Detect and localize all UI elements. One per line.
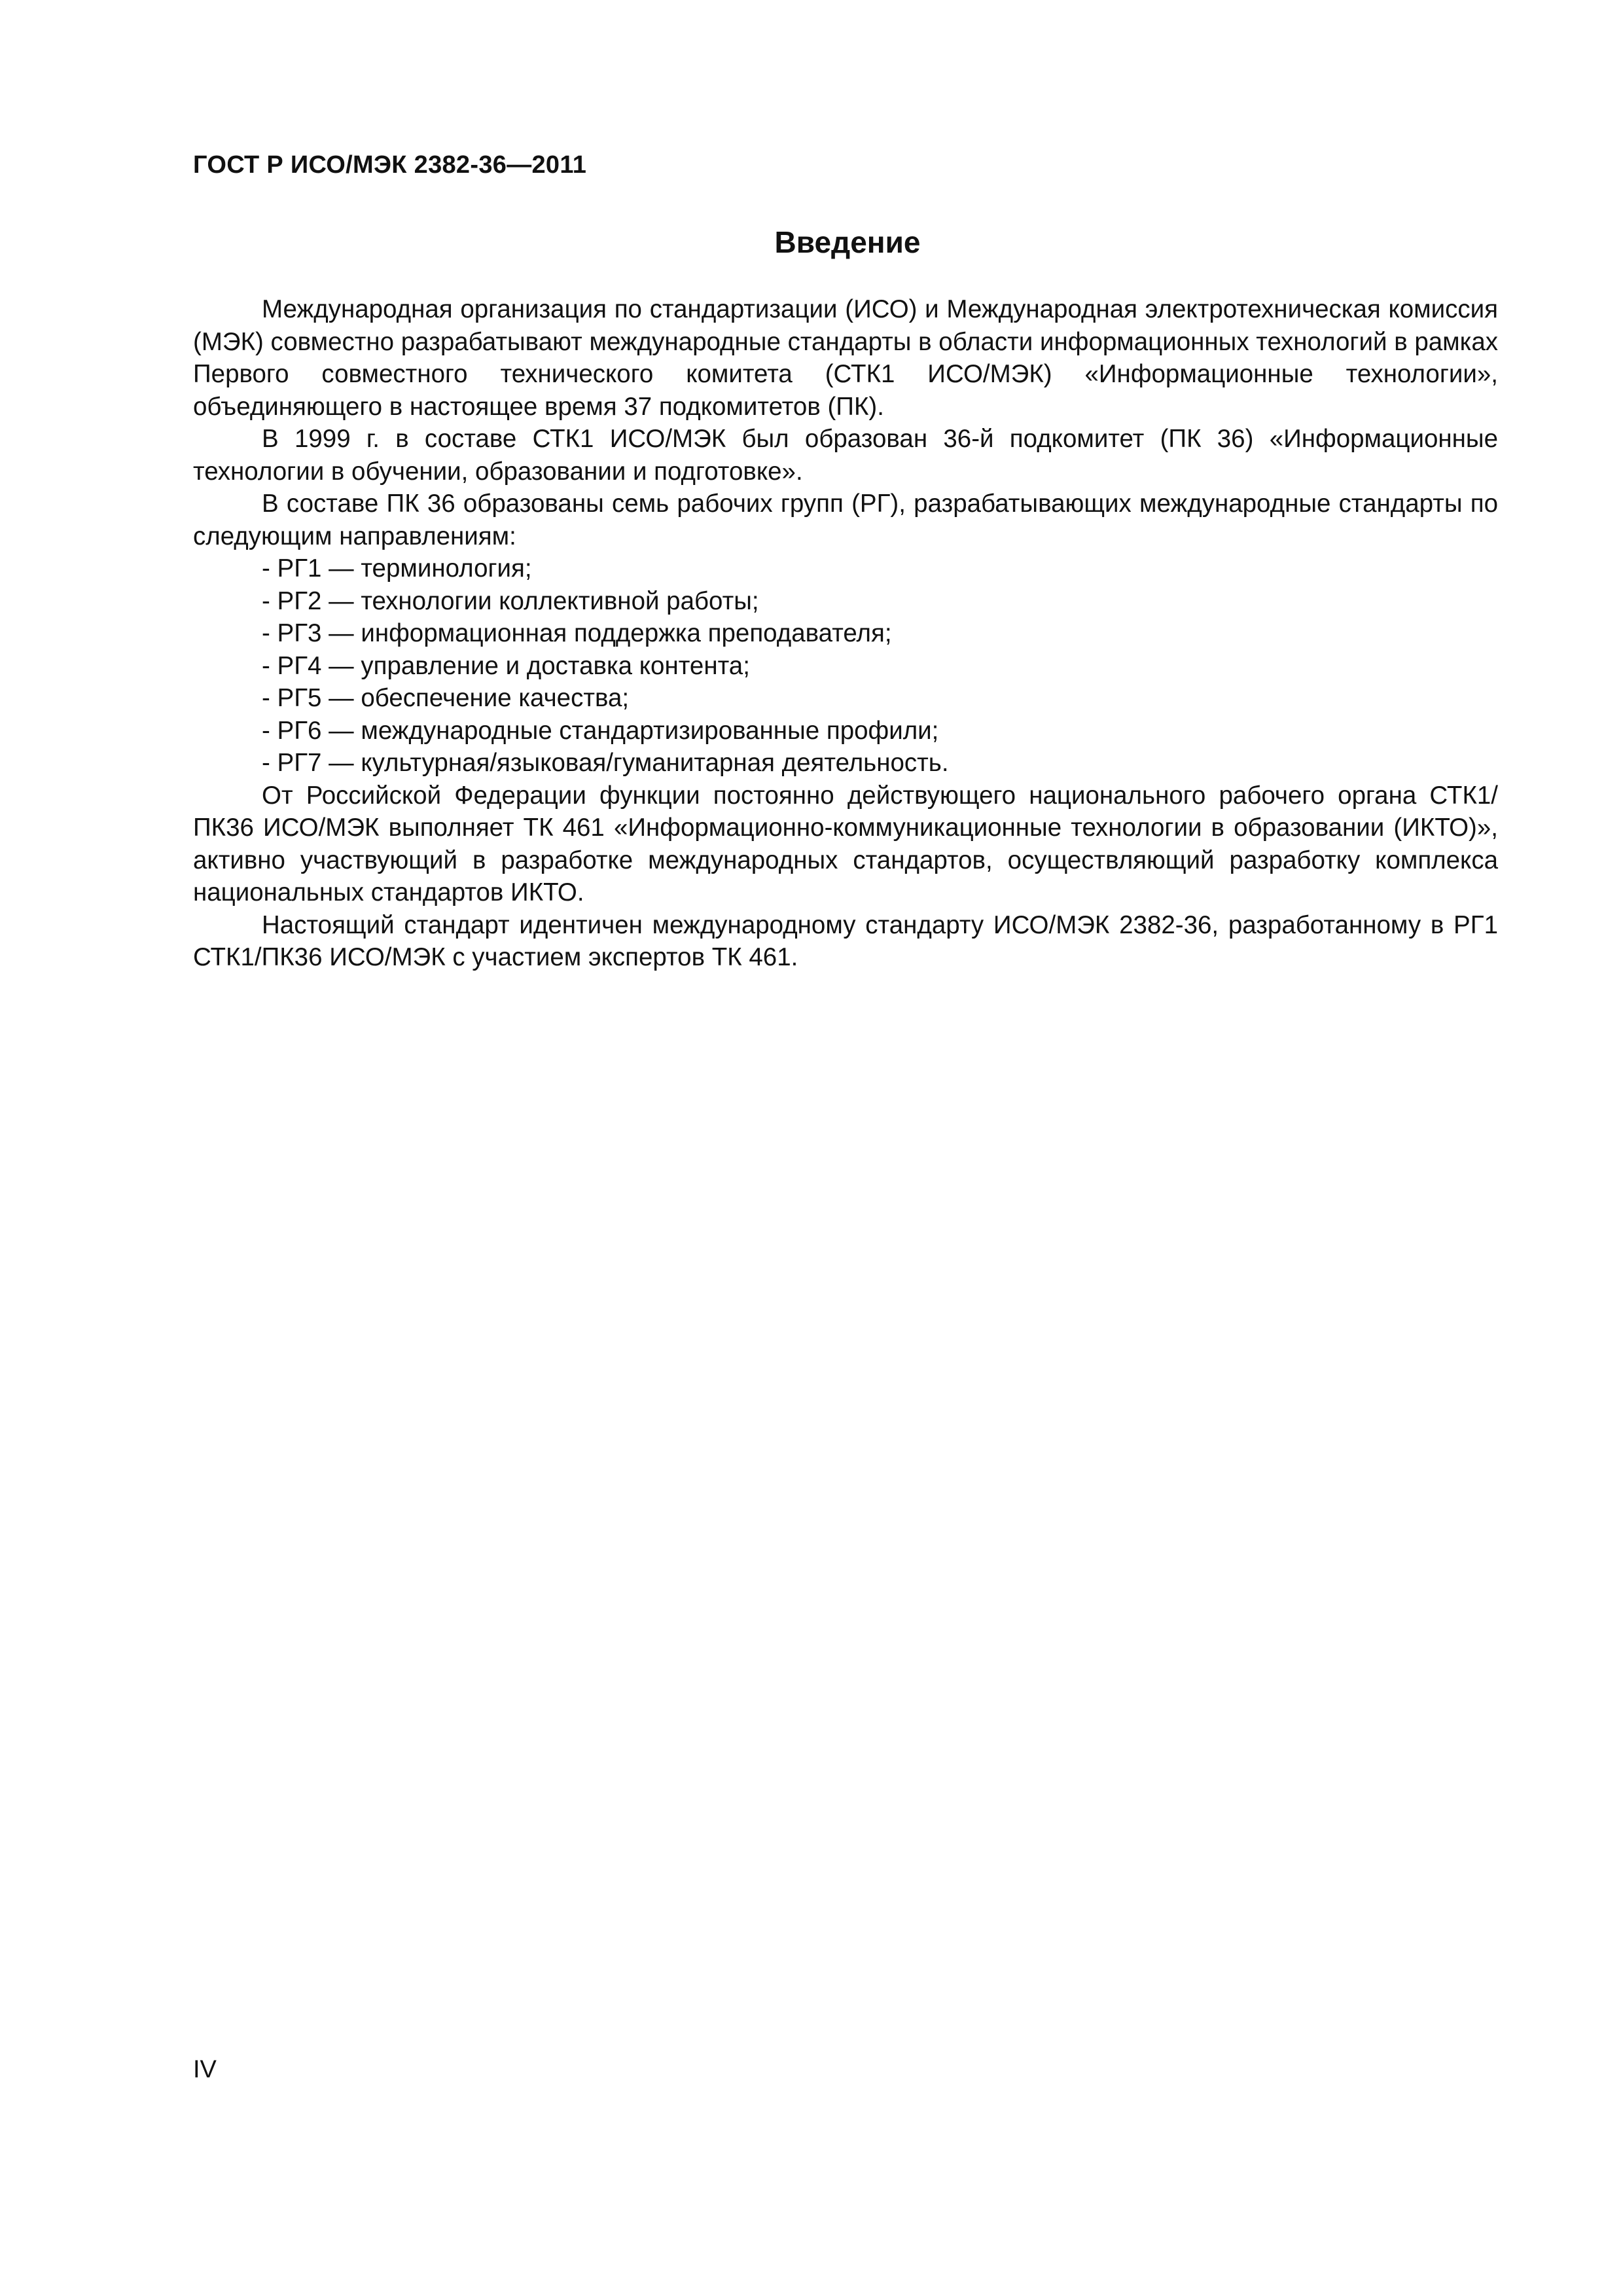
- list-item: - РГ3 — информационная поддержка преподавателя;: [262, 619, 892, 647]
- paragraph-russian-federation-tk461: От Российской Федерации функции постоянно действующего национального рабочего органа СТК1/ПК36 ИСО/МЭК выполняет ТК 461 «Информационно-коммуникационные технологии в образовании (ИКТО)», активно участвующий в разработке международных стандартов, осуществляющий разработку комплекса национальных стандартов ИКТО.: [193, 781, 1498, 906]
- list-item: - РГ4 — управление и доставка контента;: [262, 651, 750, 680]
- list-item: - РГ1 — терминология;: [262, 554, 532, 583]
- paragraph-standard-identity: Настоящий стандарт идентичен международному стандарту ИСО/МЭК 2382-36, разработанному в РГ1 СТК1/ПК36 ИСО/МЭК с участием экспертов ТК 461.: [193, 910, 1498, 971]
- introduction-body: [193, 293, 1498, 974]
- paragraph-iso-iec-intro: Международная организация по стандартизации (ИСО) и Международная электротехническая комиссия (МЭК) совместно разрабатывают международные стандарты в области информационных технологий в рамках Первого совместного технического комитета (СТК1 ИСО/МЭК) «Информационные технологии», объединяющего в настоящее время 37 подкомитетов (ПК).: [193, 295, 1498, 421]
- working-groups-list: [193, 552, 1498, 780]
- paragraph-working-groups-intro: В составе ПК 36 образованы семь рабочих групп (РГ), разрабатывающих международные стандарты по следующим направлениям:: [193, 490, 1498, 550]
- list-item: - РГ2 — технологии коллективной работы;: [262, 586, 759, 615]
- document-code-header: ГОСТ Р ИСО/МЭК 2382-36—2011: [193, 151, 587, 179]
- page-number: IV: [193, 2056, 217, 2083]
- list-item: - РГ6 — международные стандартизированные профили;: [262, 716, 939, 745]
- paragraph-sc36-formation: В 1999 г. в составе СТК1 ИСО/МЭК был образован 36-й подкомитет (ПК 36) «Информационные технологии в обучении, образовании и подготовке».: [193, 425, 1498, 486]
- list-item: - РГ7 — культурная/языковая/гуманитарная деятельность.: [262, 749, 949, 777]
- section-title: Введение: [774, 225, 921, 259]
- list-item: - РГ5 — обеспечение качества;: [262, 684, 630, 712]
